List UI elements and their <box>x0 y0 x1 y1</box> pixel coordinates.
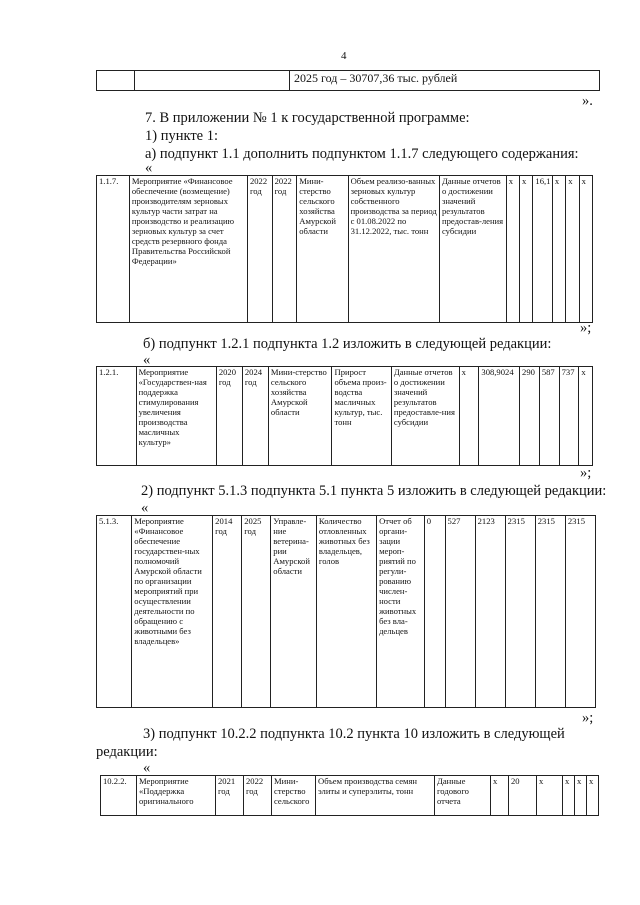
row-number: 1.1.7. <box>97 176 130 323</box>
value-cell: x <box>579 176 592 323</box>
value-cell: 308,9024 <box>479 367 520 466</box>
measure-name: Мероприятие «Поддержка оригинального <box>137 776 216 816</box>
value-cell: 2315 <box>505 516 535 708</box>
measure-name: Мероприятие «Финансовое обеспечение государствен-ных полномочий Амурской области по организации мероприятий при осуществлении деятельности по обращению с животными без владельцев» <box>132 516 213 708</box>
indicator: Объем реализо-ванных зерновых культур собственного производства за период с 01.08.2022 по 31.12.2022, тыс. тонн <box>348 176 439 323</box>
table-1-2-1 <box>96 366 593 466</box>
table-10-2-2 <box>100 775 599 816</box>
start-year: 2014 год <box>213 516 242 708</box>
start-year: 2021 год <box>216 776 244 816</box>
value-cell: 2315 <box>535 516 565 708</box>
end-year: 2022 год <box>244 776 272 816</box>
value-cell: 2123 <box>475 516 505 708</box>
value-cell: 737 <box>559 367 579 466</box>
table-5-1-3 <box>96 515 596 708</box>
row-number: 1.2.1. <box>97 367 137 466</box>
data-source: Отчет об органи-зации мероп-риятий по регули-рованию числен-ности животных без вла-дельцев <box>377 516 425 708</box>
value-cell: x <box>587 776 599 816</box>
executor: Мини-стерство сельского <box>272 776 316 816</box>
close-quote-4: »; <box>582 710 594 726</box>
data-source: Данные отчетов о достижении значений результатов предоставле-ния субсидии <box>391 367 459 466</box>
top-table <box>96 70 600 91</box>
top-row-text: 2025 год – 30707,36 тыс. рублей <box>290 71 600 91</box>
start-year: 2020 год <box>216 367 242 466</box>
close-quote-2: »; <box>580 320 592 336</box>
executor: Управле-ние ветерина-рии Амурской области <box>271 516 317 708</box>
value-cell: 290 <box>520 367 540 466</box>
page-number: 4 <box>341 50 347 62</box>
close-quote-1: ». <box>582 93 593 109</box>
value-cell: x <box>563 776 575 816</box>
value-cell: 587 <box>539 367 559 466</box>
para-b: б) подпункт 1.2.1 подпункта 1.2 изложить в следующей редакции: <box>143 336 552 352</box>
row-number: 5.1.3. <box>97 516 132 708</box>
executor: Мини-стерство сельского хозяйства Амурской области <box>297 176 348 323</box>
data-source: Данные годового отчета <box>435 776 491 816</box>
value-cell: x <box>552 176 565 323</box>
indicator: Количество отловленных животных без владельцев, голов <box>316 516 376 708</box>
para-3-line2: редакции: <box>96 744 158 760</box>
value-cell: x <box>566 176 579 323</box>
measure-name: Мероприятие «Государствен-ная поддержка стимулирования увеличения производства масличных культур» <box>136 367 216 466</box>
value-cell: 527 <box>445 516 475 708</box>
indicator: Объем производства семян элиты и суперэлиты, тонн <box>316 776 435 816</box>
open-quote-2: « <box>143 352 151 368</box>
para-2: 2) подпункт 5.1.3 подпункта 5.1 пункта 5 изложить в следующей редакции: <box>141 483 607 499</box>
value-cell: 0 <box>424 516 445 708</box>
executor: Мини-стерство сельского хозяйства Амурской области <box>268 367 332 466</box>
end-year: 2025 год <box>242 516 271 708</box>
value-cell: x <box>575 776 587 816</box>
start-year: 2022 год <box>247 176 272 323</box>
para-7-1: 1) пункте 1: <box>145 128 219 144</box>
value-cell: x <box>579 367 593 466</box>
end-year: 2024 год <box>242 367 268 466</box>
value-cell: x <box>491 776 509 816</box>
value-cell: x <box>506 176 519 323</box>
value-cell: x <box>459 367 479 466</box>
open-quote-3: « <box>141 500 149 516</box>
measure-name: Мероприятие «Финансовое обеспечение (возмещение) производителям зерновых культур части затрат на производство и реализацию зерновых культур за счет средств резервного фонда Правительства Российской Федерации» <box>129 176 247 323</box>
data-source: Данные отчетов о достижении значений результатов предостав-ления субсидии <box>439 176 506 323</box>
para-7: 7. В приложении № 1 к государственной программе: <box>145 110 470 126</box>
value-cell: 16,1 <box>533 176 553 323</box>
end-year: 2022 год <box>272 176 297 323</box>
para-3-line1: 3) подпункт 10.2.2 подпункта 10.2 пункта 10 изложить в следующей <box>143 726 565 742</box>
value-cell: x <box>537 776 563 816</box>
row-number: 10.2.2. <box>101 776 137 816</box>
open-quote-4: « <box>143 760 151 776</box>
close-quote-3: »; <box>580 465 592 481</box>
value-cell: 20 <box>509 776 537 816</box>
open-quote-1: « <box>145 160 153 176</box>
value-cell: x <box>520 176 533 323</box>
indicator: Прирост объема произ-водства масличных культур, тыс. тонн <box>332 367 391 466</box>
para-7-1a: а) подпункт 1.1 дополнить подпунктом 1.1.7 следующего содержания: <box>145 146 579 162</box>
value-cell: 2315 <box>565 516 595 708</box>
table-1-1-7 <box>96 175 593 323</box>
